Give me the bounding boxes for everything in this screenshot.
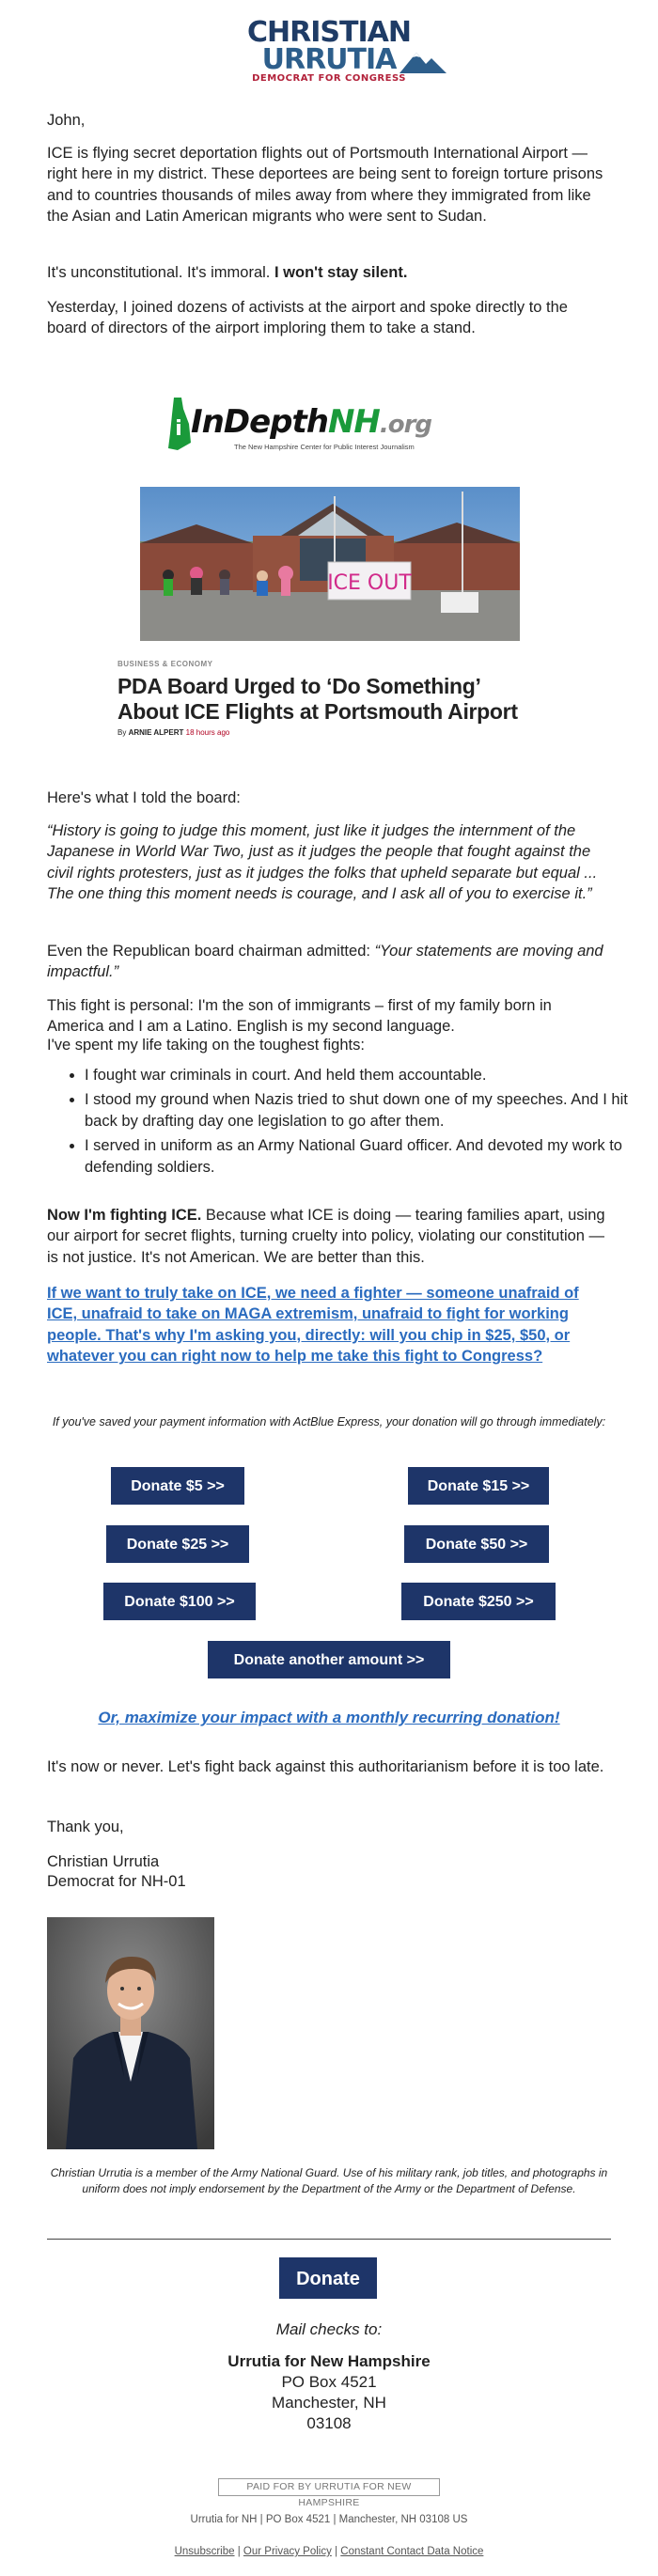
list-item: • I fought war criminals in court. And held them accountable.	[85, 1065, 649, 1085]
data-notice-link[interactable]: Constant Contact Data Notice	[340, 2546, 484, 2557]
outlet-subtitle: The New Hampshire Center for Public Interest Journalism	[234, 443, 415, 451]
article-photo	[140, 487, 520, 641]
footer-separator: |	[237, 2546, 241, 2557]
donate-250-button[interactable]: Donate $250 >>	[401, 1583, 556, 1620]
footer-address: Urrutia for NH | PO Box 4521 | Manchester, NH 03108 US	[190, 2514, 468, 2525]
article-headline[interactable]: PDA Board Urged to ‘Do Something’ About ICE Flights at Portsmouth Airport	[118, 674, 518, 724]
thanks-text: Thank you,	[47, 1819, 124, 1835]
mail-address-1: PO Box 4521	[281, 2373, 377, 2391]
wont-stay-silent: I won't stay silent.	[274, 264, 408, 281]
donation-ask-link[interactable]: If we want to truly take on ICE, we need a fighter — someone unafraid of ICE, unafraid to take on MAGA extremism, unafraid to fight for working people. That's why I'm asking you, directly: will you chip in $25, $50, or whatever you can right now to help me take this fight to Congress?	[47, 1285, 579, 1366]
article-byline	[118, 728, 229, 737]
signature-title: Democrat for NH-01	[47, 1873, 186, 1890]
ice-out-sign-text: ICE OUT	[327, 571, 412, 595]
donate-50-button[interactable]: Donate $50 >>	[404, 1525, 549, 1563]
mail-address-2: Manchester, NH	[272, 2394, 386, 2412]
candidate-portrait	[47, 1917, 214, 2149]
mail-address-3: 03108	[306, 2414, 352, 2432]
article-preview[interactable]	[118, 399, 540, 757]
donate-25-button[interactable]: Donate $25 >>	[106, 1525, 249, 1563]
chairman-quote	[47, 941, 611, 983]
byline-author: ARNIE ALPERT	[128, 728, 184, 737]
monthly-donation-link[interactable]: Or, maximize your impact with a monthly recurring donation!	[98, 1709, 560, 1726]
military-disclaimer: Christian Urrutia is a member of the Army National Guard. Use of his military rank, job titles, and photographs in uniform does not imply endorsement by the Department of the Army or the Department of Defense.	[50, 2166, 608, 2195]
mail-checks-label: Mail checks to:	[275, 2320, 383, 2338]
list-item: • I stood my ground when Nazis tried to shut down one of my speeches. And I hit back by drafting day one legislation to go after them.	[85, 1089, 649, 1132]
privacy-policy-link[interactable]: Our Privacy Policy	[243, 2546, 332, 2557]
mail-org: Urrutia for New Hampshire	[227, 2352, 431, 2370]
paragraph-flights: ICE is flying secret deportation flights out of Portsmouth International Airport — right here in my district. These deportees are being sent to foreign torture prisons and to countries thousands of miles away from where they immigrated from like the Asian and Latin American migrants who were sent to Sudan.	[47, 145, 603, 226]
donate-5-button[interactable]: Donate $5 >>	[111, 1467, 244, 1505]
fights-list	[47, 1065, 649, 1181]
byline-age: 18 hours ago	[185, 728, 230, 737]
mountain-icon	[400, 49, 446, 73]
logo-tagline: DEMOCRAT FOR CONGRESS	[252, 73, 406, 84]
unconstitutional-text: It's unconstitutional. It's immoral.	[47, 264, 271, 281]
told-board-text: Here's what I told the board:	[47, 789, 241, 806]
logo-last-name-text: URRUTIA	[261, 43, 397, 76]
svg-text:i: i	[175, 417, 182, 441]
closing-text: It's now or never. Let's fight back against this authoritarianism before it is too late.	[47, 1758, 604, 1775]
toughest-fights: I've spent my life taking on the toughest fights:	[47, 1037, 365, 1054]
footer-links	[0, 2546, 658, 2557]
byline-by: By	[118, 728, 127, 737]
campaign-logo	[0, 16, 658, 85]
list-item: • I served in uniform as an Army National Guard officer. And devoted my work to defending soldiers.	[85, 1135, 649, 1178]
signature-name: Christian Urrutia	[47, 1853, 160, 1870]
actblue-express-note: If you've saved your payment information with ActBlue Express, your donation will go through immediately:	[52, 1415, 606, 1429]
mail-checks-block	[47, 2319, 611, 2434]
fighting-ice-body: Because what ICE is doing — tearing families apart, using our airport for secret flights, turning cruelty into policy, violating our constitution — is not justice. It's not American. We are better than this.	[47, 1207, 605, 1266]
paid-for-disclaimer: PAID FOR BY URRUTIA FOR NEW HAMPSHIRE	[218, 2478, 440, 2496]
speech-quote: “History is going to judge this moment, just like it judges the internment of the Japanese in World War Two, just as it judges the people that fought against the civil rights protesters, just as it judges the folks that upheld separate but equal ... The one thing this moment needs is courage, and I ask all of you to exercise it.”	[47, 822, 598, 903]
donate-100-button[interactable]: Donate $100 >>	[103, 1583, 256, 1620]
personal-fight: This fight is personal: I'm the son of immigrants – first of my family born in America and I am a Latino. English is my second language.	[47, 997, 552, 1036]
fighting-ice	[47, 1205, 611, 1268]
unsubscribe-link[interactable]: Unsubscribe	[174, 2546, 235, 2557]
divider	[47, 2239, 611, 2240]
donate-15-button[interactable]: Donate $15 >>	[408, 1467, 549, 1505]
outlet-nh: NH	[327, 403, 380, 441]
footer-donate-button[interactable]: Donate	[279, 2257, 377, 2299]
paragraph-unconstitutional	[47, 262, 611, 283]
fighting-ice-lead: Now I'm fighting ICE.	[47, 1207, 202, 1224]
footer-separator: |	[335, 2546, 338, 2557]
paragraph-airport: Yesterday, I joined dozens of activists at the airport and spoke directly to the board of directors of the airport imploring them to take a stand.	[47, 299, 568, 337]
greeting: John,	[47, 112, 86, 129]
chairman-statement: “Your statements are moving and impactful.”	[47, 943, 603, 981]
logo-last-name	[261, 43, 397, 76]
chairman-intro: Even the Republican board chairman admitted:	[47, 943, 370, 960]
outlet-org: .org	[379, 411, 432, 439]
article-category: BUSINESS & ECONOMY	[118, 660, 213, 668]
indepthnh-wordmark	[191, 403, 431, 441]
logo-first-name: CHRISTIAN	[247, 16, 411, 49]
outlet-in: InDepth	[191, 403, 328, 441]
donate-another-amount-button[interactable]: Donate another amount >>	[208, 1641, 450, 1678]
nh-state-icon	[164, 396, 193, 452]
